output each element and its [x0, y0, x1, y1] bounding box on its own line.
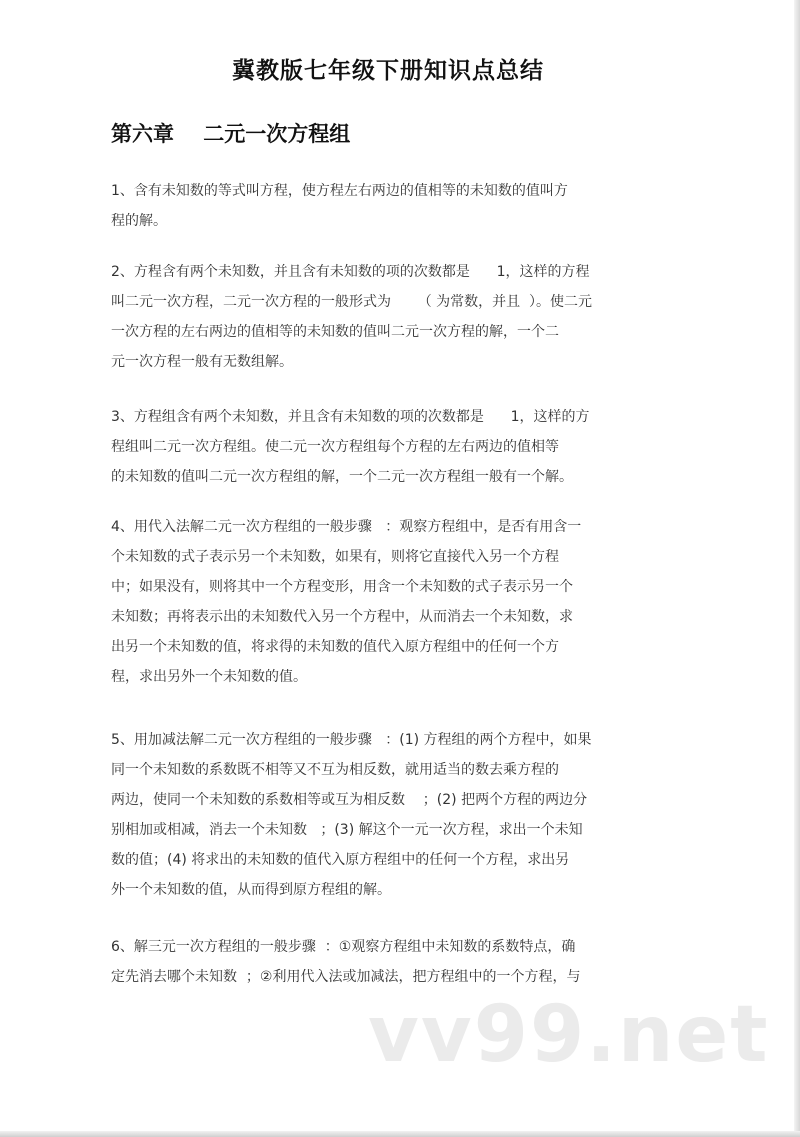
paragraph-line: 个未知数的式子表示另一个未知数，如果有，则将它直接代入另一个方程	[111, 549, 559, 565]
paragraph-line: 未知数；再将表示出的未知数代入另一个方程中，从而消去一个未知数，求	[111, 609, 573, 625]
paragraph-2	[111, 257, 691, 377]
paragraph-line: 6、解三元一次方程组的一般步骤 ：①观察方程组中未知数的系数特点，确	[111, 939, 576, 955]
paragraph-3	[111, 402, 691, 492]
paragraph-line: 3、方程组含有两个未知数，并且含有未知数的项的次数都是 1，这样的方	[111, 409, 590, 425]
paragraph-line: 程，求出另外一个未知数的值。	[111, 669, 307, 685]
paragraph-line: 叫二元一次方程，二元一次方程的一般形式为 （ 为常数，并且 ）。使二元	[111, 294, 593, 310]
paragraph-line: 一次方程的左右两边的值相等的未知数的值叫二元一次方程的解，一个二	[111, 324, 559, 340]
paragraph-line: 1、含有未知数的等式叫方程，使方程左右两边的值相等的未知数的值叫方	[111, 183, 568, 199]
watermark: vv99.net	[368, 990, 770, 1080]
paragraph-line: 4、用代入法解二元一次方程组的一般步骤 ：观察方程组中，是否有用含一	[111, 519, 582, 535]
paragraph-line: 的未知数的值叫二元一次方程组的解，一个二元一次方程组一般有一个解。	[111, 469, 573, 485]
paragraph-line: 元一次方程一般有无数组解。	[111, 354, 293, 370]
paragraph-line: 程组叫二元一次方程组。使二元一次方程组每个方程的左右两边的值相等	[111, 439, 559, 455]
paragraph-line: 外一个未知数的值，从而得到原方程组的解。	[111, 882, 391, 898]
paragraph-line: 出另一个未知数的值，将求得的未知数的值代入原方程组中的任何一个方	[111, 639, 559, 655]
paragraph-line: 中；如果没有，则将其中一个方程变形，用含一个未知数的式子表示另一个	[111, 579, 573, 595]
paragraph-4	[111, 512, 691, 692]
page-right-edge	[794, 0, 800, 1137]
paragraph-1	[111, 176, 691, 236]
paragraph-line: 程的解。	[111, 213, 167, 229]
chapter-heading: 第六章 二元一次方程组	[111, 122, 351, 146]
document-title: 冀教版七年级下册知识点总结	[232, 58, 544, 84]
paragraph-line: 5、用加减法解二元一次方程组的一般步骤 ：(1) 方程组的两个方程中，如果	[111, 732, 592, 748]
paragraph-line: 定先消去哪个未知数 ；②利用代入法或加减法，把方程组中的一个方程，与	[111, 969, 581, 985]
page-bottom-edge	[0, 1131, 800, 1137]
paragraph-line: 两边，使同一个未知数的系数相等或互为相反数 ；(2) 把两个方程的两边分	[111, 792, 588, 808]
paragraph-line: 别相加或相减，消去一个未知数 ；(3) 解这个一元一次方程，求出一个未知	[111, 822, 583, 838]
paragraph-line: 数的值；(4) 将求出的未知数的值代入原方程组中的任何一个方程，求出另	[111, 852, 570, 868]
paragraph-line: 2、方程含有两个未知数，并且含有未知数的项的次数都是 1，这样的方程	[111, 264, 590, 280]
paragraph-line: 同一个未知数的系数既不相等又不互为相反数，就用适当的数去乘方程的	[111, 762, 559, 778]
paragraph-5	[111, 725, 691, 905]
paragraph-6	[111, 932, 691, 992]
